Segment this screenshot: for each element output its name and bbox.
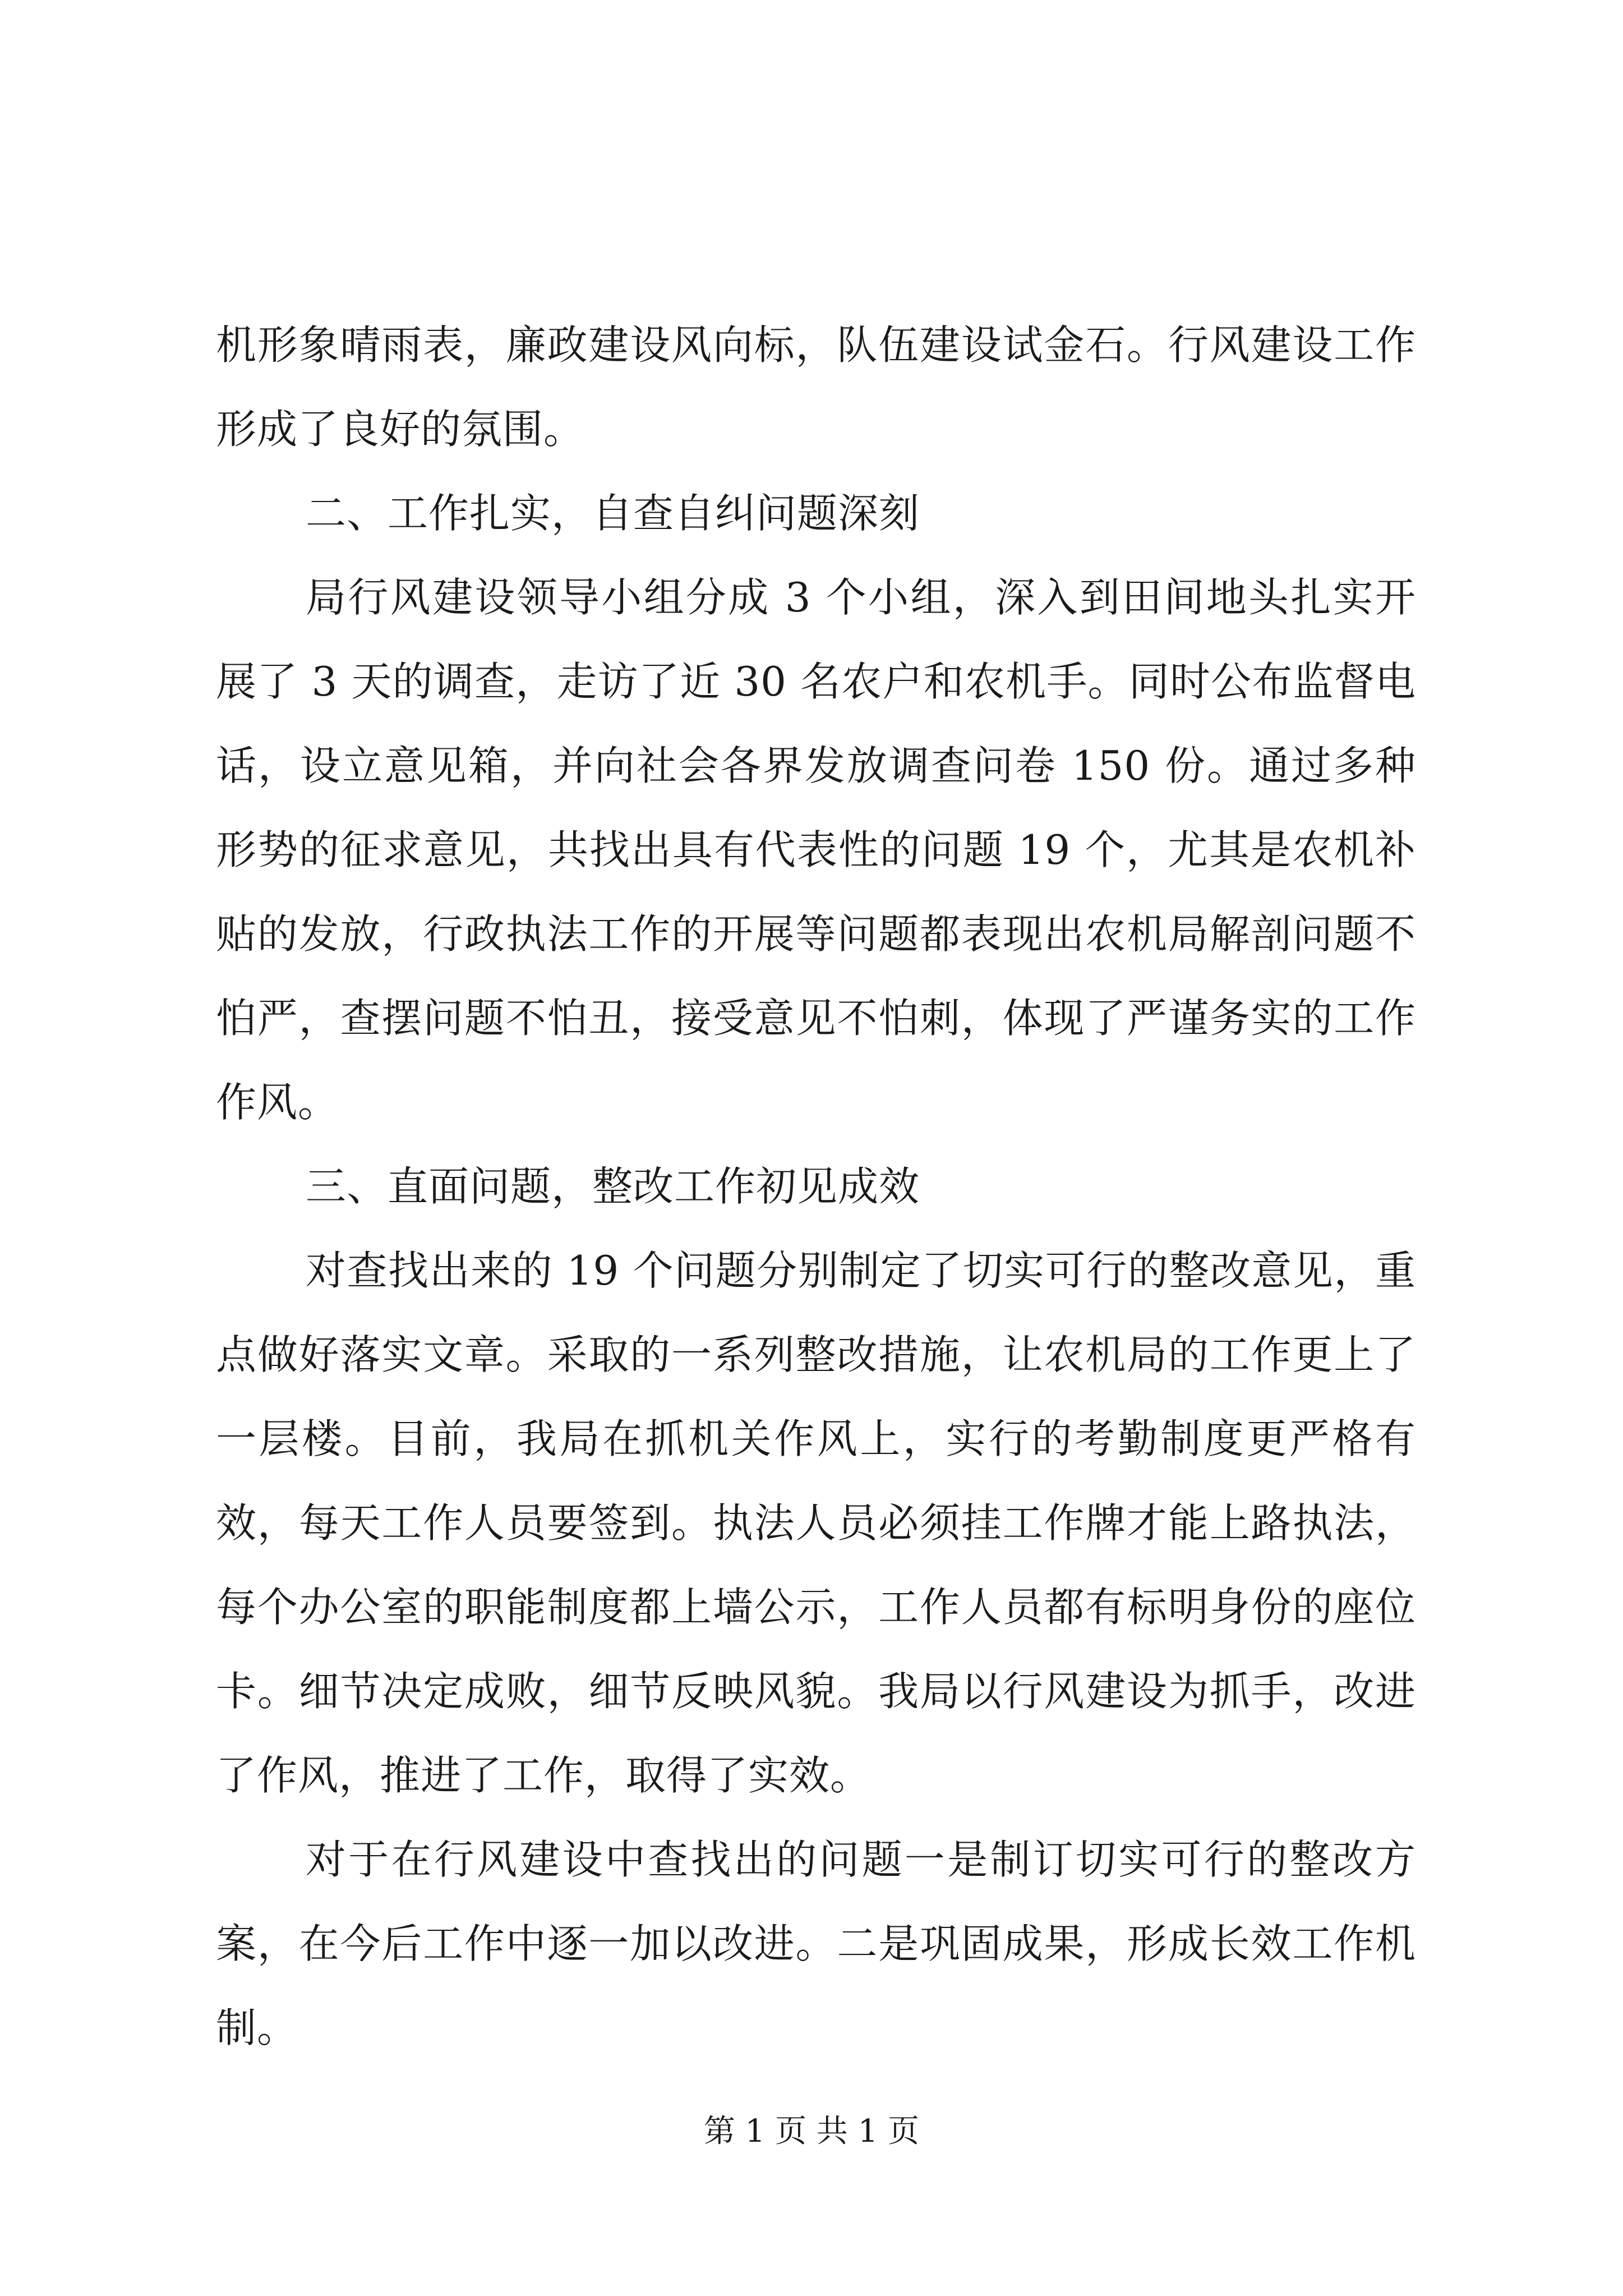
paragraph-follow-up: 对于在行风建设中查找出的问题一是制订切实可行的整改方案，在今后工作中逐一加以改进。二是巩固成果，形成长效工作机制。 <box>216 1836 1416 2051</box>
paragraph-rectification: 对查找出来的 19 个问题分别制定了切实可行的整改意见，重点做好落实文章。采取的一系列整改措施，让农机局的工作更上了一层楼。目前，我局在抓机关作风上，实行的考勤制度更严格有效，每天工作人员要签到。执法人员必须挂工作牌才能上路执法，每个办公室的职能制度都上墙公示，工作人员都有标明身份的座位卡。细节决定成败，细节反映风貌。我局以行风建设为抓手，改进了作风，推进了工作，取得了实效。 <box>216 1247 1416 1799</box>
document-body <box>216 303 1416 2070</box>
section-heading-2: 二、工作扎实，自查自纠问题深刻 <box>306 490 920 537</box>
paragraph-investigation: 局行风建设领导小组分成 3 个小组，深入到田间地头扎实开展了 3 天的调查，走访了近 30 名农户和农机手。同时公布监督电话，设立意见箱，并向社会各界发放调查问卷 150 份。通过多种形势的征求意见，共找出具有代表性的问题 19 个，尤其是农机补贴的发放，行政执法工作的开展等问题都表现出农机局解剖问题不怕严，查摆问题不怕丑，接受意见不怕刺，体现了严谨务实的工作作风。 <box>216 574 1416 1126</box>
page-footer: 第 1 页 共 1 页 <box>703 2113 920 2150</box>
section-heading-3: 三、直面问题，整改工作初见成效 <box>306 1163 920 1210</box>
paragraph-continued: 机形象晴雨表，廉政建设风向标，队伍建设试金石。行风建设工作形成了良好的氛围。 <box>216 321 1416 453</box>
